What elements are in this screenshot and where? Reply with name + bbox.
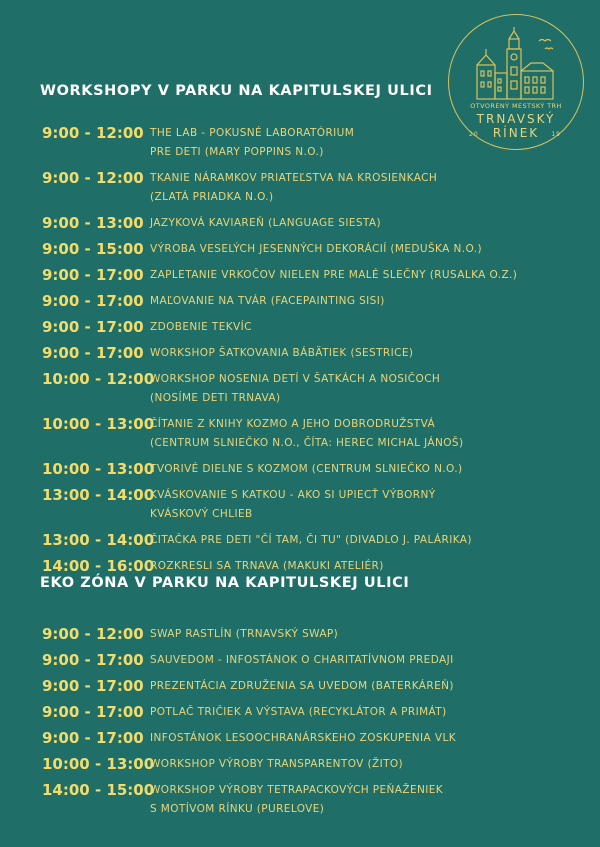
schedule-time: 10:00 - 12:00	[42, 370, 155, 388]
schedule-description	[150, 124, 354, 162]
schedule-description-line: WORKSHOP VÝROBY TETRAPACKOVÝCH PEŇAŽENIEK	[150, 784, 444, 796]
schedule-time: 13:00 - 14:00	[42, 531, 155, 549]
schedule-time: 10:00 - 13:00	[42, 415, 155, 433]
schedule-description-line: JAZYKOVÁ KAVIAREŇ (LANGUAGE SIESTA)	[150, 217, 382, 229]
schedule-description	[150, 677, 454, 696]
schedule-description	[150, 625, 338, 644]
logo-year-left: 20	[469, 131, 479, 138]
schedule-row	[42, 415, 517, 453]
schedule-description-line: KVÁSKOVÝ CHLIEB	[150, 508, 253, 520]
schedule-description-line: SAUVEDOM - INFOSTÁNOK O CHARITATÍVNOM PREDAJI	[150, 654, 454, 666]
schedule-description	[150, 240, 482, 259]
schedule-row	[42, 318, 517, 337]
schedule-description-line: S MOTÍVOM RÍNKU (PURELOVE)	[150, 803, 325, 815]
schedule-row	[42, 344, 517, 363]
schedule-description	[150, 651, 454, 670]
schedule-description	[150, 557, 384, 576]
schedule-description-line: (ZLATÁ PRIADKA N.O.)	[150, 191, 274, 203]
schedule-description	[150, 370, 440, 408]
schedule-time: 10:00 - 13:00	[42, 460, 155, 478]
logo-tagline: OTVORENÝ MESTSKÝ TRH	[470, 102, 562, 110]
schedule-row	[42, 703, 456, 722]
schedule-row	[42, 124, 517, 162]
schedule-time: 9:00 - 15:00	[42, 240, 144, 258]
schedule-description	[150, 266, 517, 285]
schedule-description	[150, 781, 443, 819]
schedule-time: 14:00 - 16:00	[42, 557, 155, 575]
schedule-time: 10:00 - 13:00	[42, 755, 155, 773]
schedule-description-line: POTLAČ TRIČIEK A VÝSTAVA (RECYKLÁTOR A PRIMÁT)	[150, 706, 447, 718]
schedule-description-line: PRE DETI (MARY POPPINS N.O.)	[150, 146, 324, 158]
schedule-description-line: INFOSTÁNOK LESOOCHRANÁRSKEHO ZOSKUPENIA VLK	[150, 732, 456, 744]
schedule-description-line: WORKSHOP VÝROBY TRANSPARENTOV (ŽITO)	[150, 758, 404, 770]
schedule-row	[42, 370, 517, 408]
schedule-time: 13:00 - 14:00	[42, 486, 155, 504]
schedule-description-line: (CENTRUM SLNIEČKO N.O., ČÍTA: HEREC MICHAL JÁNOŠ)	[150, 437, 464, 449]
schedule-time: 9:00 - 12:00	[42, 625, 144, 643]
schedule-description-line: (NOSÍME DETI TRNAVA)	[150, 392, 281, 404]
section-title-eko-zona: EKO ZÓNA V PARKU NA KAPITULSKEJ ULICI	[40, 575, 410, 591]
schedule-description-line: ZAPLETANIE VRKOČOV NIELEN PRE MALÉ SLEČNY (RUSALKA O.Z.)	[150, 269, 518, 281]
schedule-time: 9:00 - 17:00	[42, 266, 144, 284]
schedule-row	[42, 214, 517, 233]
schedule-description-line: TKANIE NÁRAMKOV PRIATEĽSTVA NA KROSIENKACH	[150, 172, 438, 184]
schedule-row	[42, 240, 517, 259]
schedule-description-line: MAĽOVANIE NA TVÁR (FACEPAINTING SISI)	[150, 295, 385, 307]
schedule-time: 9:00 - 17:00	[42, 651, 144, 669]
schedule-description	[150, 486, 436, 524]
schedule-description	[150, 318, 252, 337]
schedule-description-line: THE LAB - POKUSNÉ LABORATÓRIUM	[150, 127, 355, 139]
schedule-description	[150, 729, 456, 748]
schedule-time: 9:00 - 17:00	[42, 677, 144, 695]
schedule-description-line: KVÁSKOVANIE S KATKOU - AKO SI UPIECŤ VÝBORNÝ	[150, 489, 436, 501]
schedule-description	[150, 460, 463, 479]
schedule-row	[42, 557, 517, 576]
schedule-row	[42, 486, 517, 524]
schedule-row	[42, 651, 456, 670]
schedule-row	[42, 531, 517, 550]
schedule-time: 9:00 - 13:00	[42, 214, 144, 232]
schedule-row	[42, 677, 456, 696]
schedule-time: 9:00 - 17:00	[42, 344, 144, 362]
logo-name-line2: RÍNEK	[492, 126, 540, 140]
logo-year-right: 19	[551, 131, 561, 138]
schedule-description-line: ROZKRESLI SA TRNAVA (MAKUKI ATELIÉR)	[150, 560, 384, 572]
schedule-time: 9:00 - 17:00	[42, 729, 144, 747]
schedule-description-line: ČITAČKA PRE DETI "ČÍ TAM, ČI TU" (DIVADLO J. PALÁRIKA)	[150, 534, 472, 546]
schedule-row	[42, 292, 517, 311]
schedule-description	[150, 415, 463, 453]
schedule-description-line: WORKSHOP NOSENIA DETÍ V ŠATKÁCH A NOSIČOCH	[150, 373, 441, 385]
schedule-description-line: WORKSHOP ŠATKOVANIA BÁBÄTIEK (SESTRICE)	[150, 347, 414, 359]
schedule-description	[150, 344, 413, 363]
schedule-description-line: PREZENTÁCIA ZDRUŽENIA SA UVEDOM (BATERKÁREŇ)	[150, 680, 454, 692]
schedule-description	[150, 214, 381, 233]
schedule-description	[150, 169, 437, 207]
schedule-description	[150, 531, 472, 550]
section-title-workshops: WORKSHOPY V PARKU NA KAPITULSKEJ ULICI	[40, 83, 433, 99]
schedule-description-line: ČÍTANIE Z KNIHY KOZMO A JEHO DOBRODRUŽSTVÁ	[150, 418, 436, 430]
schedule-time: 9:00 - 17:00	[42, 318, 144, 336]
eko-zona-schedule	[42, 625, 456, 826]
schedule-row	[42, 169, 517, 207]
schedule-time: 9:00 - 12:00	[42, 124, 144, 142]
schedule-description	[150, 292, 385, 311]
logo-name-line1: TRNAVSKÝ	[476, 112, 556, 126]
schedule-time: 9:00 - 12:00	[42, 169, 144, 187]
schedule-row	[42, 755, 456, 774]
workshop-schedule	[42, 124, 517, 583]
schedule-description-line: ZDOBENIE TEKVÍC	[150, 321, 252, 333]
schedule-time: 9:00 - 17:00	[42, 703, 144, 721]
schedule-time: 9:00 - 17:00	[42, 292, 144, 310]
schedule-row	[42, 729, 456, 748]
schedule-row	[42, 781, 456, 819]
schedule-row	[42, 266, 517, 285]
schedule-description-line: VÝROBA VESELÝCH JESENNÝCH DEKORÁCIÍ (MEDUŠKA N.O.)	[150, 243, 482, 255]
schedule-description	[150, 755, 403, 774]
schedule-description-line: SWAP RASTLÍN (TRNAVSKÝ SWAP)	[150, 628, 339, 640]
schedule-description-line: TVORIVÉ DIELNE S KOZMOM (CENTRUM SLNIEČKO N.O.)	[150, 463, 463, 475]
schedule-row	[42, 460, 517, 479]
schedule-time: 14:00 - 15:00	[42, 781, 155, 799]
schedule-description	[150, 703, 447, 722]
town-skyline-icon	[469, 27, 565, 101]
schedule-row	[42, 625, 456, 644]
